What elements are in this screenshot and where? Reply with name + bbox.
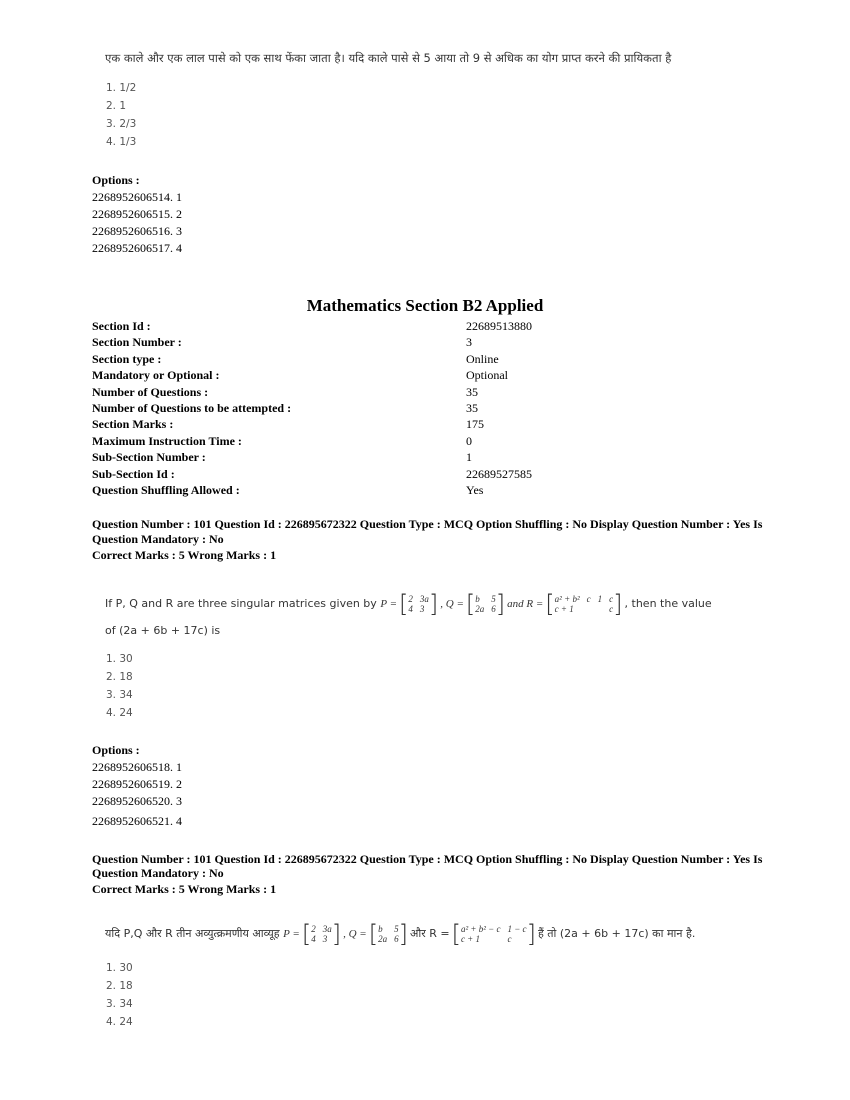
matrix-q-label: , Q =: [440, 598, 464, 610]
section-field-value: 35: [466, 384, 478, 399]
section-field-value: Optional: [466, 368, 508, 383]
matrix-r-label: और R =: [409, 927, 450, 940]
choice: 4. 24: [106, 707, 133, 719]
option-id: 2268952606519. 2: [92, 777, 182, 791]
section-field-value: Yes: [466, 483, 484, 497]
section-field-label: Section Id :: [92, 319, 151, 333]
section-field-label: Number of Questions to be attempted :: [92, 401, 292, 415]
matrix-q-label: , Q =: [343, 928, 367, 940]
question-header: Question Number : 101 Question Id : 226895672322 Question Type : MCQ Option Shuffling : No Display Question Number : Yes Is: [92, 517, 763, 531]
choice: 4. 24: [106, 1016, 133, 1028]
question-text: एक काले और एक लाल पासे को एक साथ फेंका जाता है। यदि काले पासे से 5 आया तो 9 से अधिक का योग प्राप्त करने की प्रायिकता है: [105, 51, 672, 65]
question-text: [105, 592, 712, 616]
choice: 3. 34: [106, 689, 133, 701]
matrix-r: [ a² + b² c 1 c c + 1 c ]: [545, 590, 623, 618]
matrix-q: [ b 5 2a 6 ]: [465, 590, 506, 618]
question-marks: Correct Marks : 5 Wrong Marks : 1: [92, 548, 277, 562]
choice: 1. 30: [106, 962, 133, 974]
matrix-p: [ 2 3a 4 3 ]: [301, 920, 342, 948]
matrix-q: [ b 5 2a 6 ]: [368, 920, 408, 948]
section-field-label: Sub-Section Number :: [92, 450, 206, 465]
matrix-r: [ a² + b² − c 1 − c c + 1 c ]: [451, 920, 536, 948]
choice: 2. 18: [106, 980, 133, 992]
question-text-part: , then the value: [624, 597, 712, 610]
question-header: Question Number : 101 Question Id : 226895672322 Question Type : MCQ Option Shuffling : No Display Question Number : Yes Is: [92, 852, 763, 866]
question-text-part: of (2a + 6b + 17c) is: [105, 624, 221, 637]
section-field-label: Section Number :: [92, 335, 182, 350]
section-field-value: 22689513880: [466, 319, 532, 333]
question-marks: Correct Marks : 5 Wrong Marks : 1: [92, 882, 277, 896]
section-field-label: Maximum Instruction Time :: [92, 433, 242, 448]
option-id: 2268952606516. 3: [92, 224, 182, 238]
options-label: Options :: [92, 173, 140, 187]
matrix-p-label: P =: [283, 928, 300, 940]
section-field-value: Online: [466, 351, 499, 366]
section-field-label: Sub-Section Id :: [92, 466, 175, 481]
choice: 4. 1/3: [106, 136, 137, 148]
choice: 2. 18: [106, 671, 133, 683]
section-field-value: 3: [466, 335, 472, 350]
option-id: 2268952606514. 1: [92, 190, 182, 204]
question-text: [105, 922, 695, 946]
section-field-label: Number of Questions :: [92, 384, 209, 399]
section-field-value: 22689527585: [466, 466, 532, 481]
choice: 1. 1/2: [106, 82, 137, 94]
option-id: 2268952606521. 4: [92, 814, 182, 828]
matrix-p: [ 2 3a 4 3 ]: [399, 590, 439, 618]
section-field-value: 35: [466, 401, 478, 415]
option-id: 2268952606518. 1: [92, 760, 182, 774]
question-text-part: हैं तो (2a + 6b + 17c) का मान है.: [537, 927, 696, 940]
section-field-value: 175: [466, 417, 484, 432]
option-id: 2268952606515. 2: [92, 207, 182, 221]
section-field-value: 1: [466, 450, 472, 465]
option-id: 2268952606520. 3: [92, 794, 182, 808]
section-field-label: Section type :: [92, 351, 162, 366]
choice: 3. 2/3: [106, 118, 137, 130]
section-field-label: Question Shuffling Allowed :: [92, 483, 240, 497]
question-header: Question Mandatory : No: [92, 866, 224, 880]
section-title: Mathematics Section B2 Applied: [306, 296, 544, 315]
choice: 2. 1: [106, 100, 127, 112]
question-text-part: यदि P,Q और R तीन अव्युत्क्रमणीय आव्यूह: [105, 927, 280, 940]
question-text-part: If P, Q and R are three singular matrices given by: [105, 597, 377, 610]
choice: 1. 30: [106, 653, 133, 665]
option-id: 2268952606517. 4: [92, 241, 182, 255]
choice: 3. 34: [106, 998, 133, 1010]
question-header: Question Mandatory : No: [92, 532, 224, 546]
section-field-value: 0: [466, 433, 472, 448]
options-label: Options :: [92, 743, 140, 757]
matrix-r-label: and R =: [507, 598, 544, 610]
section-field-label: Section Marks :: [92, 417, 174, 432]
matrix-p-label: P =: [380, 598, 398, 610]
section-field-label: Mandatory or Optional :: [92, 368, 220, 383]
